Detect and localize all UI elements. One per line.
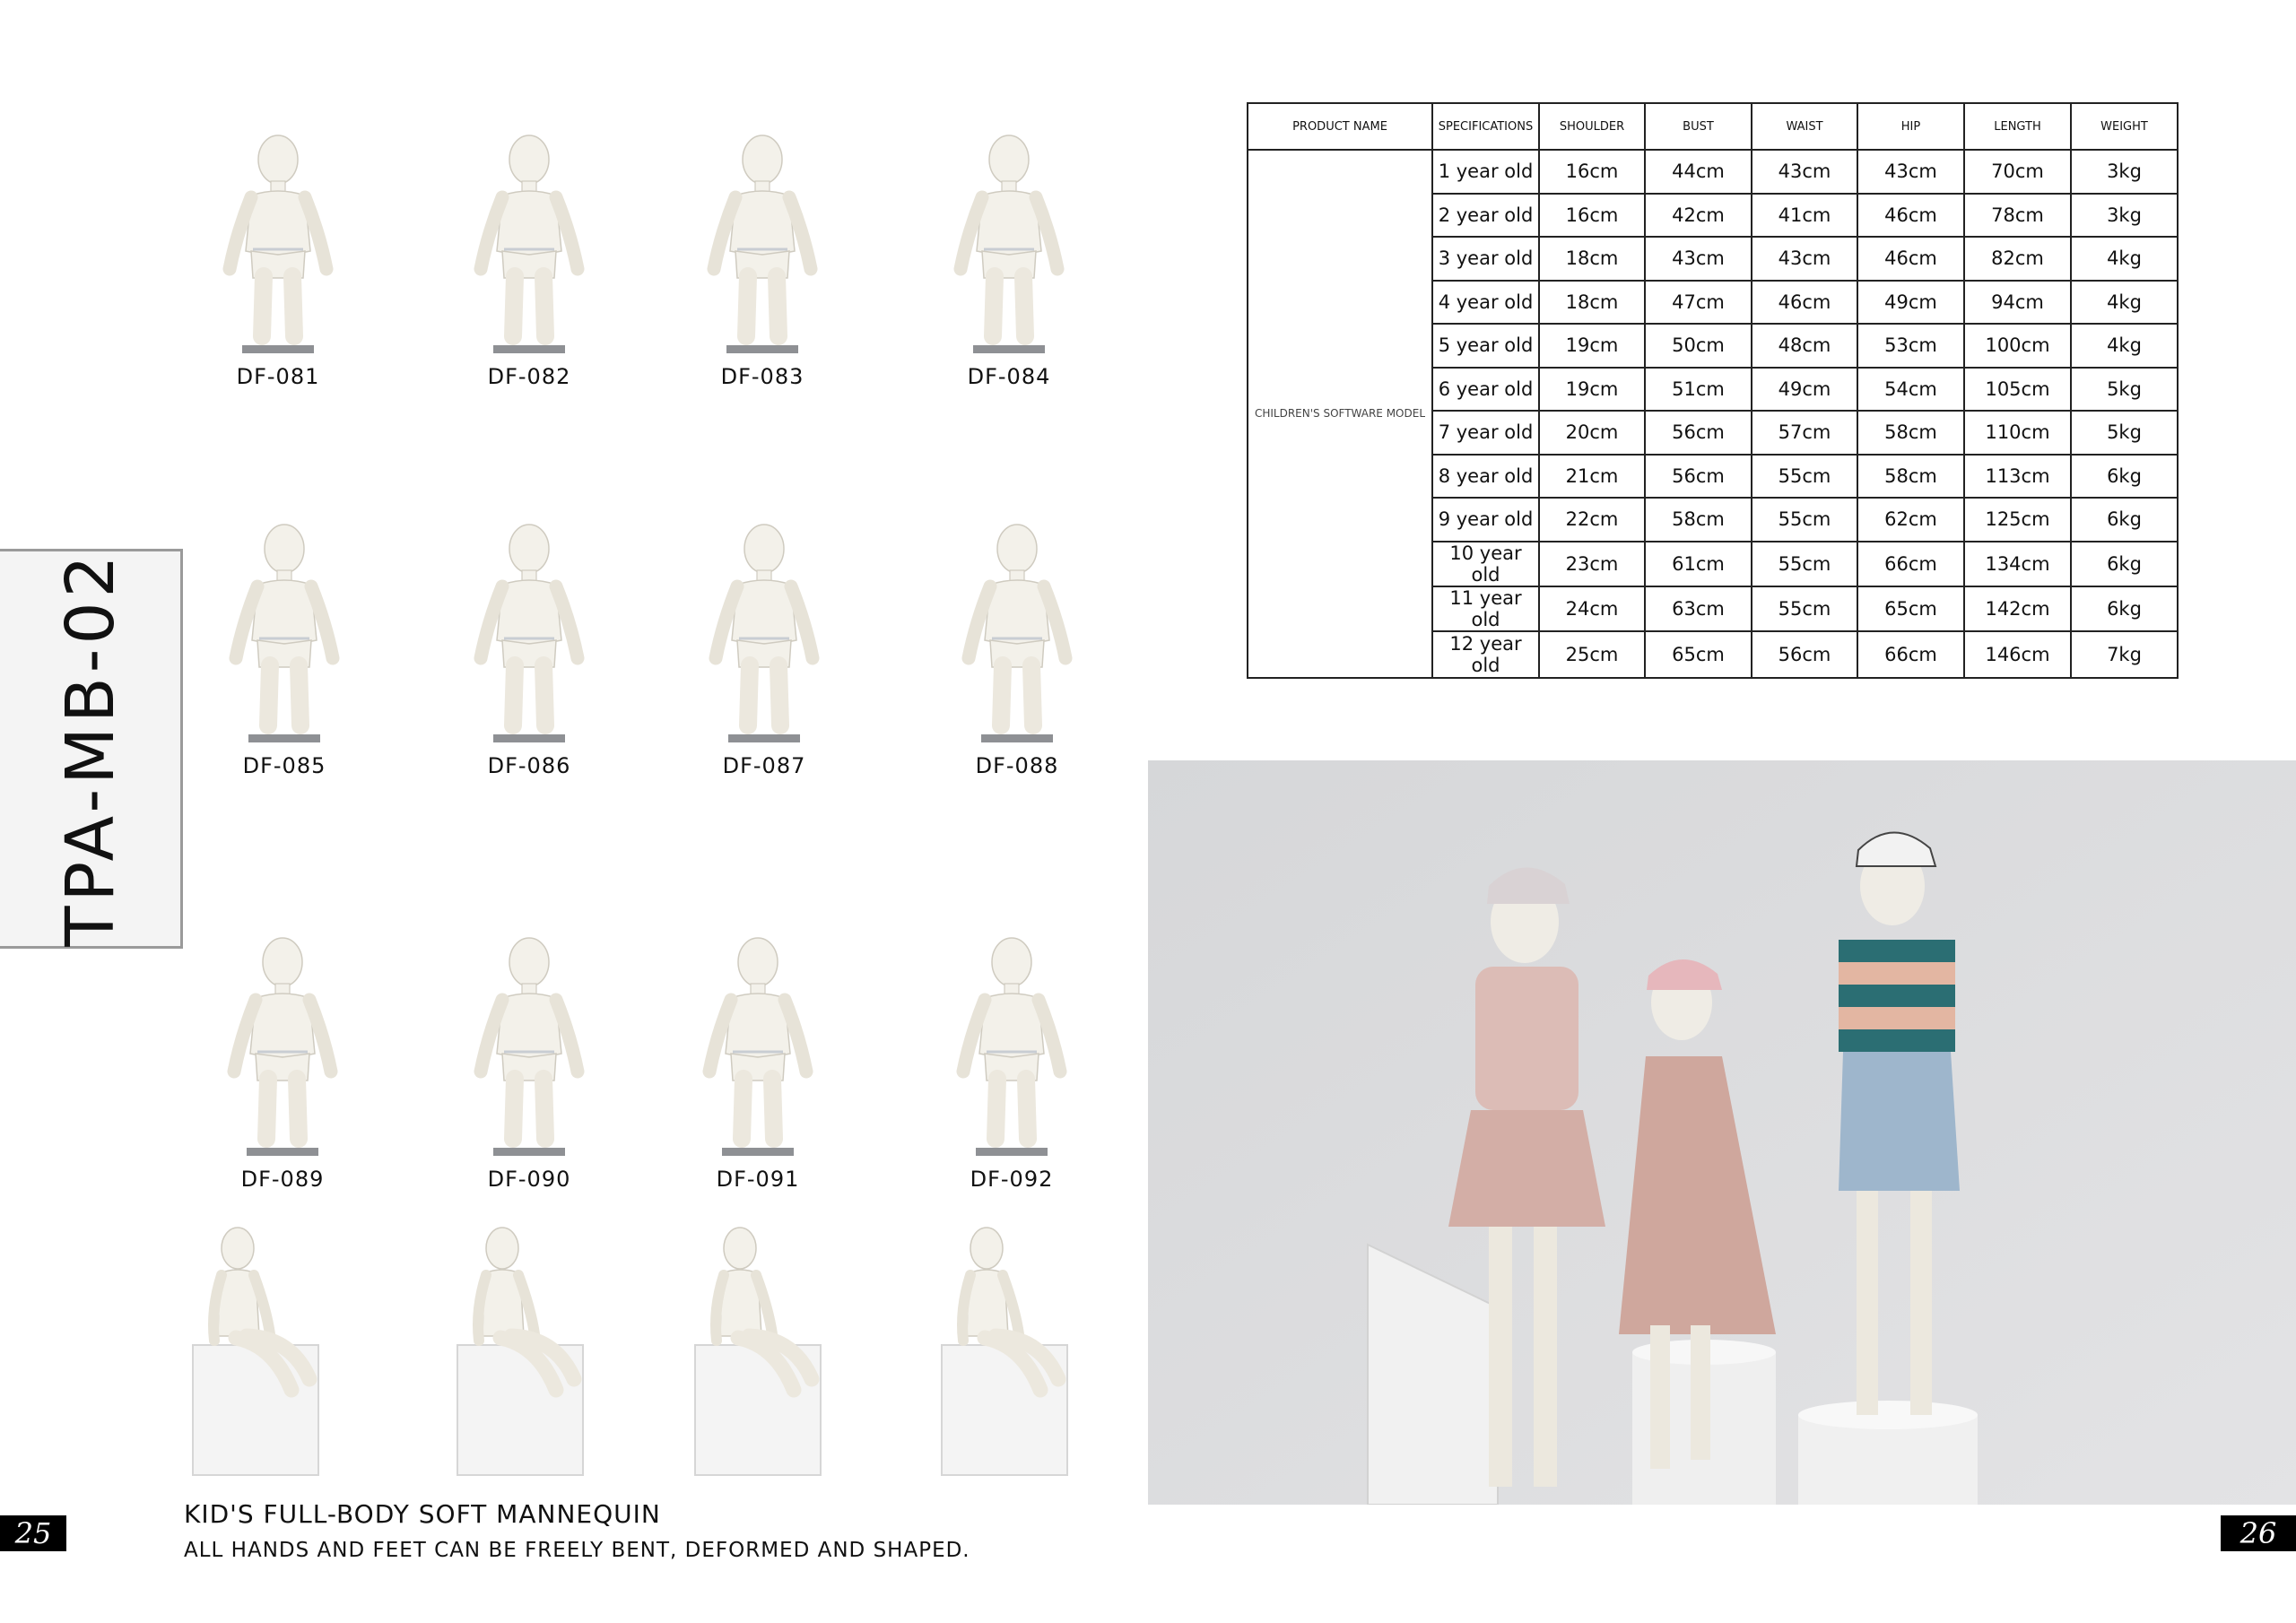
table-cell: 56cm (1645, 455, 1752, 499)
table-cell: 8 year old (1432, 455, 1539, 499)
model-number: DF-081 (236, 364, 320, 389)
standing-mannequin-image (913, 937, 1110, 1161)
table-cell: 10 year old (1432, 542, 1539, 586)
table-cell: 62cm (1857, 498, 1964, 542)
table-cell: 6kg (2071, 586, 2178, 631)
table-cell: 22cm (1539, 498, 1645, 542)
model-number: DF-085 (242, 753, 326, 778)
table-cell: 7kg (2071, 631, 2178, 678)
table-cell: 43cm (1645, 237, 1752, 281)
table-cell: 46cm (1857, 237, 1964, 281)
model-number: DF-090 (487, 1167, 571, 1192)
table-cell: 110cm (1964, 411, 2071, 455)
mannequin-card (430, 937, 628, 1192)
table-cell: 4kg (2071, 237, 2178, 281)
table-cell: 55cm (1752, 542, 1857, 586)
caption-subtitle: ALL HANDS AND FEET CAN BE FREELY BENT, DEFORMED AND SHAPED. (184, 1539, 970, 1562)
table-cell: 51cm (1645, 368, 1752, 412)
table-cell: 19cm (1539, 368, 1645, 412)
model-number: DF-088 (975, 753, 1059, 778)
product-code-tab (0, 549, 183, 949)
table-cell: 53cm (1857, 324, 1964, 368)
column-header: PRODUCT NAME (1248, 103, 1432, 150)
model-number: DF-089 (240, 1167, 325, 1192)
table-cell: 5kg (2071, 368, 2178, 412)
mannequin-card (430, 135, 628, 389)
standing-mannequin-image (184, 937, 381, 1161)
table-cell: 6kg (2071, 542, 2178, 586)
table-cell: 3 year old (1432, 237, 1539, 281)
table-cell: 19cm (1539, 324, 1645, 368)
striped-shirt (1839, 940, 1955, 1052)
mannequin-card (659, 937, 857, 1192)
table-cell: 56cm (1752, 631, 1857, 678)
table-cell: 18cm (1539, 237, 1645, 281)
caption-title: KID'S FULL-BODY SOFT MANNEQUIN (184, 1499, 661, 1529)
table-cell: 23cm (1539, 542, 1645, 586)
standing-mannequin-image (186, 524, 383, 748)
model-number: DF-084 (967, 364, 1051, 389)
table-cell: 2 year old (1432, 194, 1539, 238)
standing-mannequin-image (179, 135, 377, 359)
table-cell: 94cm (1964, 281, 2071, 325)
mannequin-card (184, 937, 381, 1192)
seated-mannequin-image (933, 1219, 1094, 1480)
table-cell: 63cm (1645, 586, 1752, 631)
mannequin-card (179, 135, 377, 389)
table-cell: 65cm (1857, 586, 1964, 631)
table-cell: 55cm (1752, 455, 1857, 499)
table-cell: 66cm (1857, 631, 1964, 678)
table-cell: 47cm (1645, 281, 1752, 325)
column-header: SPECIFICATIONS (1432, 103, 1539, 150)
table-cell: 6 year old (1432, 368, 1539, 412)
table-cell: 5kg (2071, 411, 2178, 455)
standing-mannequin-image (918, 524, 1116, 748)
table-cell: 113cm (1964, 455, 2071, 499)
table-cell: 4kg (2071, 281, 2178, 325)
table-cell: 55cm (1752, 586, 1857, 631)
table-cell: 65cm (1645, 631, 1752, 678)
table-cell: 100cm (1964, 324, 2071, 368)
column-header: HIP (1857, 103, 1964, 150)
table-cell: 78cm (1964, 194, 2071, 238)
standing-mannequin-image (910, 135, 1108, 359)
table-cell: 18cm (1539, 281, 1645, 325)
table-cell: 43cm (1752, 150, 1857, 194)
table-header-row (1248, 103, 2178, 150)
column-header: SHOULDER (1539, 103, 1645, 150)
table-cell: 61cm (1645, 542, 1752, 586)
column-header: BUST (1645, 103, 1752, 150)
model-number: DF-087 (722, 753, 806, 778)
size-table (1247, 102, 2179, 679)
column-header: LENGTH (1964, 103, 2071, 150)
table-cell: 24cm (1539, 586, 1645, 631)
mannequin-card (664, 135, 861, 389)
seated-mannequin-image (184, 1219, 345, 1480)
table-cell: 3kg (2071, 194, 2178, 238)
table-cell: 6kg (2071, 498, 2178, 542)
table-cell: 16cm (1539, 150, 1645, 194)
lifestyle-photo (1148, 760, 2296, 1505)
table-cell: 42cm (1645, 194, 1752, 238)
column-header: WAIST (1752, 103, 1857, 150)
table-cell: 54cm (1857, 368, 1964, 412)
table-row (1248, 150, 2178, 194)
table-cell: 5 year old (1432, 324, 1539, 368)
table-cell: 46cm (1857, 194, 1964, 238)
mannequin-card (665, 524, 863, 778)
product-code: TPA-MB-02 (51, 551, 129, 947)
standing-mannequin-image (430, 135, 628, 359)
table-cell: 4 year old (1432, 281, 1539, 325)
table-cell: 25cm (1539, 631, 1645, 678)
table-cell: 105cm (1964, 368, 2071, 412)
table-cell: 58cm (1857, 411, 1964, 455)
standing-mannequin-image (664, 135, 861, 359)
table-cell: 55cm (1752, 498, 1857, 542)
table-cell: 146cm (1964, 631, 2071, 678)
table-cell: 6kg (2071, 455, 2178, 499)
model-number: DF-082 (487, 364, 571, 389)
table-cell: 49cm (1857, 281, 1964, 325)
column-header: WEIGHT (2071, 103, 2178, 150)
table-cell: 1 year old (1432, 150, 1539, 194)
table-cell: 58cm (1645, 498, 1752, 542)
model-number: DF-086 (487, 753, 571, 778)
table-cell: 4kg (2071, 324, 2178, 368)
table-cell: 142cm (1964, 586, 2071, 631)
standing-mannequin-image (430, 524, 628, 748)
table-cell: 41cm (1752, 194, 1857, 238)
model-number: DF-091 (716, 1167, 800, 1192)
table-cell: 48cm (1752, 324, 1857, 368)
table-cell: 3kg (2071, 150, 2178, 194)
table-cell: 125cm (1964, 498, 2071, 542)
table-cell: 56cm (1645, 411, 1752, 455)
standing-mannequin-image (430, 937, 628, 1161)
table-cell: 16cm (1539, 194, 1645, 238)
model-number: DF-083 (720, 364, 804, 389)
mannequin-card (913, 937, 1110, 1192)
mannequin-card (186, 524, 383, 778)
table-cell: 12 year old (1432, 631, 1539, 678)
table-cell: 9 year old (1432, 498, 1539, 542)
table-cell: 7 year old (1432, 411, 1539, 455)
page-number-right: 26 (2221, 1515, 2296, 1551)
seated-mannequin-image (448, 1219, 610, 1480)
page-number-left: 25 (0, 1515, 66, 1551)
mannequin-card (918, 524, 1116, 778)
table-cell: 21cm (1539, 455, 1645, 499)
table-cell: 43cm (1752, 237, 1857, 281)
mannequin-card (430, 524, 628, 778)
table-cell: 70cm (1964, 150, 2071, 194)
table-cell: 50cm (1645, 324, 1752, 368)
table-cell: 43cm (1857, 150, 1964, 194)
table-cell: 82cm (1964, 237, 2071, 281)
table-cell: 11 year old (1432, 586, 1539, 631)
seated-mannequin-image (686, 1219, 848, 1480)
mannequin-card (910, 135, 1108, 389)
table-cell: 66cm (1857, 542, 1964, 586)
standing-mannequin-image (659, 937, 857, 1161)
model-number: DF-092 (970, 1167, 1054, 1192)
table-cell: 46cm (1752, 281, 1857, 325)
table-cell: 49cm (1752, 368, 1857, 412)
table-cell: 58cm (1857, 455, 1964, 499)
table-cell: 44cm (1645, 150, 1752, 194)
table-cell: 20cm (1539, 411, 1645, 455)
table-cell: 134cm (1964, 542, 2071, 586)
product-name-cell: CHILDREN'S SOFTWARE MODEL (1248, 150, 1432, 678)
table-cell: 57cm (1752, 411, 1857, 455)
standing-mannequin-image (665, 524, 863, 748)
